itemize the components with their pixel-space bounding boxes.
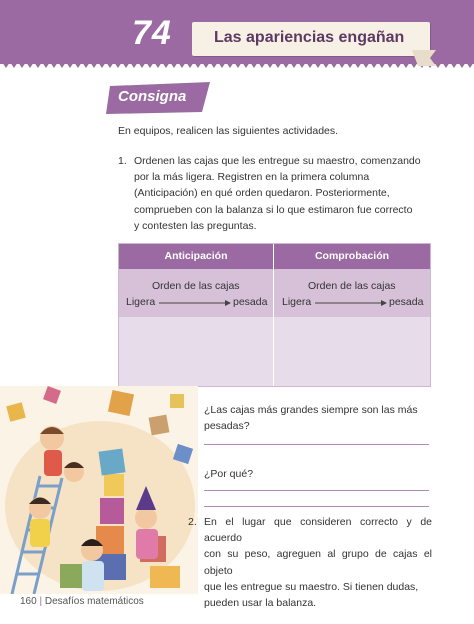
table-caption-row-left — [119, 269, 273, 317]
step-1-line: (Anticipación) en qué orden quedaron. Posteriormente, — [134, 187, 390, 200]
step-1-line: y contesten las preguntas. — [134, 219, 257, 232]
table-header-anticipacion: Anticipación — [119, 244, 273, 269]
question-2: ¿Por qué? — [204, 468, 254, 480]
step-2-line: que les entregue su maestro. Si tienen dudas, — [204, 580, 419, 593]
table-ligera-right: Ligera — [282, 296, 312, 308]
order-table — [118, 243, 431, 387]
banner-fold-icon — [412, 50, 436, 66]
table-answer-cell-left[interactable] — [119, 317, 273, 386]
question-1-line-2: pesadas? — [204, 420, 250, 432]
table-pesada-left: pesada — [233, 296, 268, 308]
header-zigzag-edge — [0, 58, 474, 70]
intro-text: En equipos, realicen las siguientes actividades. — [118, 125, 339, 137]
table-caption-right: Orden de las cajas — [308, 280, 396, 292]
consigna-label: Consigna — [118, 88, 187, 105]
table-header-comprobacion: Comprobación — [274, 244, 430, 269]
table-caption-row-right — [274, 269, 430, 317]
footer-separator: | — [39, 596, 45, 607]
footer — [20, 596, 144, 607]
arrow-right-icon — [315, 300, 387, 306]
step-1-line: Ordenen las cajas que les entregue su maestro, comenzando — [134, 155, 421, 167]
table-caption-left: Orden de las cajas — [152, 280, 240, 292]
step-2-line: En el lugar que consideren correcto y de acuerdo — [204, 516, 432, 545]
step-2-line: pueden usar la balanza. — [204, 597, 317, 610]
step-2 — [188, 514, 432, 611]
lesson-title: Las apariencias engañan — [214, 29, 405, 46]
step-1-number: 1. — [118, 155, 127, 167]
children-with-boxes-illustration — [0, 386, 198, 594]
answer-line-1[interactable] — [204, 444, 429, 445]
answer-line-3[interactable] — [204, 506, 429, 507]
step-2-line: con su peso, agreguen al grupo de cajas el objeto — [204, 548, 432, 577]
step-1-line: por la más ligera. Registren en la primera columna — [134, 171, 370, 184]
table-ligera-left: Ligera — [126, 296, 156, 308]
question-1-line-1: ¿Las cajas más grandes siempre son las más — [204, 404, 418, 416]
table-column-divider — [273, 244, 274, 386]
book-title: Desafíos matemáticos — [44, 596, 144, 607]
page-number: 160 — [20, 596, 37, 607]
table-answer-cell-right[interactable] — [274, 317, 430, 386]
lesson-number: 74 — [132, 14, 172, 52]
answer-line-2[interactable] — [204, 490, 429, 491]
step-2-number: 2. — [188, 516, 197, 528]
table-pesada-right: pesada — [389, 296, 424, 308]
step-1 — [118, 153, 428, 234]
arrow-right-icon — [159, 300, 231, 306]
question-1 — [204, 402, 418, 434]
step-1-line: comprueben con la balanza si lo que estimaron fue correcto — [134, 203, 413, 216]
